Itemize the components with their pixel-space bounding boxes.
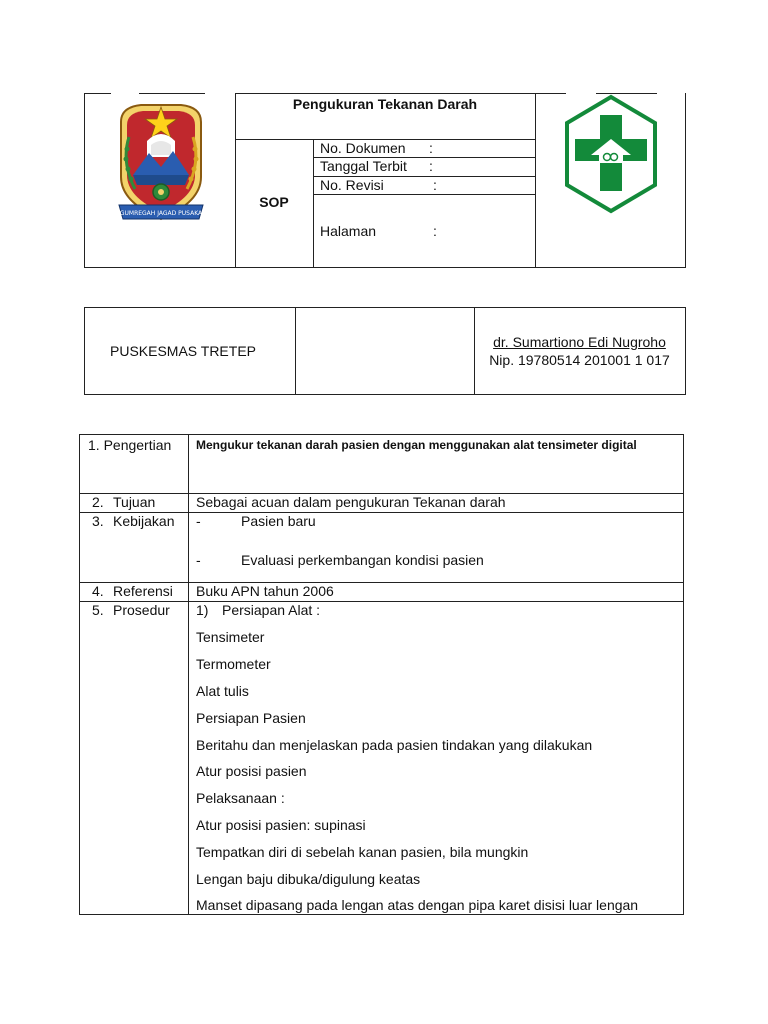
section-tujuan-label: Tujuan [113, 494, 156, 510]
puskesmas-green-cross-icon [563, 93, 659, 215]
field-halaman-label: Halaman [320, 223, 377, 239]
divider [474, 308, 475, 394]
signer-name: dr. Sumartiono Edi Nugroho [493, 334, 666, 350]
prosedur-line: Tempatkan diri di sebelah kanan pasien, bila mungkin [196, 844, 529, 860]
field-halaman-sep: : [433, 223, 437, 239]
left-logo-cell [85, 94, 235, 267]
section-kebijakan-label: Kebijakan [113, 513, 175, 529]
divider [313, 194, 535, 195]
signer-nip: Nip. 19780514 201001 1 017 [489, 352, 670, 368]
divider [535, 94, 536, 267]
prosedur-line: Alat tulis [196, 683, 249, 699]
section-referensi-num: 4. [92, 583, 104, 599]
svg-text:GUMREGAH JAGAD PUSAKA: GUMREGAH JAGAD PUSAKA [119, 210, 203, 217]
kebijakan-item: Evaluasi perkembangan kondisi pasien [241, 552, 484, 568]
sop-header-table [84, 93, 686, 268]
kebijakan-item: Pasien baru [241, 513, 316, 529]
divider [295, 308, 296, 394]
border-gap [657, 93, 685, 95]
divider [313, 139, 314, 267]
divider [188, 435, 189, 914]
field-no-revisi-sep: : [433, 177, 437, 193]
field-tanggal-terbit-label: Tanggal Terbit [320, 158, 407, 174]
prosedur-step-title: Persiapan Alat : [222, 602, 321, 618]
section-pengertian-label: 1. Pengertian [88, 437, 172, 453]
prosedur-line: Tensimeter [196, 629, 265, 645]
prosedur-line: Persiapan Pasien [196, 710, 306, 726]
section-prosedur-num: 5. [92, 602, 104, 618]
prosedur-line: Pelaksanaan : [196, 790, 285, 806]
prosedur-line: Lengan baju dibuka/digulung keatas [196, 871, 421, 887]
prosedur-line: Atur posisi pasien [196, 763, 307, 779]
prosedur-line: Termometer [196, 656, 271, 672]
field-tanggal-terbit-sep: : [429, 158, 433, 174]
field-no-dokumen-sep: : [429, 140, 433, 156]
section-kebijakan-num: 3. [92, 513, 104, 529]
procedure-table [79, 434, 684, 915]
document-title: Pengukuran Tekanan Darah [292, 96, 478, 112]
section-pengertian-text: Mengukur tekanan darah pasien dengan menggunakan alat tensimeter digital [196, 438, 637, 452]
divider [80, 601, 683, 602]
section-tujuan-num: 2. [92, 494, 104, 510]
field-no-revisi-label: No. Revisi [320, 177, 384, 193]
organization-name: PUSKESMAS TRETEP [110, 343, 257, 359]
organization-info-table [84, 307, 686, 395]
section-referensi-text: Buku APN tahun 2006 [196, 583, 334, 599]
section-referensi-label: Referensi [113, 583, 173, 599]
section-tujuan-text: Sebagai acuan dalam pengukuran Tekanan darah [196, 494, 506, 510]
section-prosedur-label: Prosedur [113, 602, 170, 618]
prosedur-line: Beritahu dan menjelaskan pada pasien tindakan yang dilakukan [196, 737, 593, 753]
prosedur-line: Manset dipasang pada lengan atas dengan pipa karet disisi luar lengan [196, 897, 639, 913]
prosedur-line: Atur posisi pasien: supinasi [196, 817, 366, 833]
kebijakan-bullet: - [196, 552, 201, 568]
regional-government-emblem-icon [111, 97, 211, 227]
divider [235, 94, 236, 267]
sop-label: SOP [259, 194, 289, 210]
field-no-dokumen-label: No. Dokumen [320, 140, 406, 156]
prosedur-step-number: 1) [196, 602, 209, 618]
kebijakan-bullet: - [196, 513, 201, 529]
